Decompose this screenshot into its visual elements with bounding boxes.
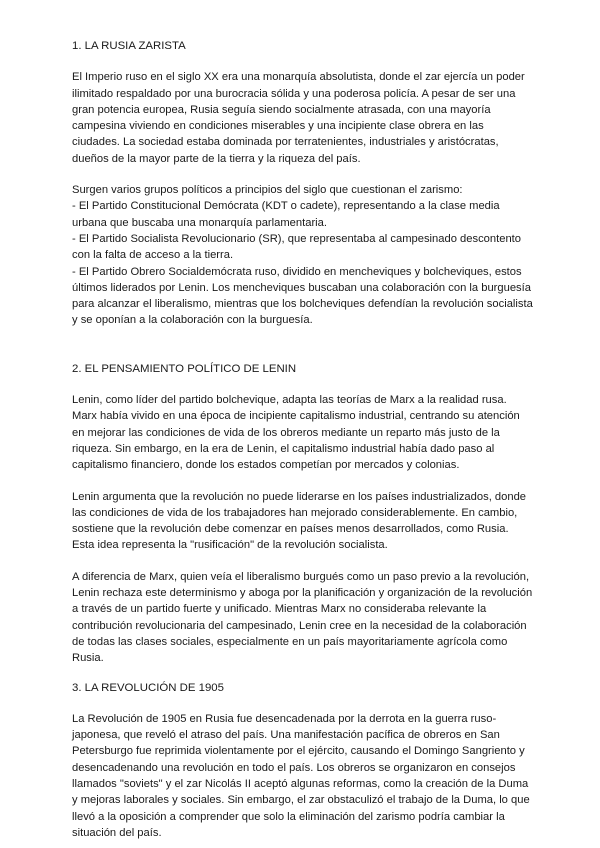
section-1-list-item-1: - El Partido Constitucional Demócrata (KDT o cadete), representando a la clase media urbana que buscaba una monarquía parlamentaria. (72, 200, 500, 229)
section-3-paragraph-1: La Revolución de 1905 en Rusia fue desencadenada por la derrota en la guerra ruso-japonesa, que reveló el atraso del país. Una manifestación pacífica de obreros en San Petersburgo fue reprimida violentamente por el ejército, causando el Domingo Sangriento y desencadenando una revolución en todo el país. Los obreros se organizaron en consejos llamados "soviets" y el zar Nicolás II aceptó algunas reformas, como la creación de la Duma y mejoras laborales y sociales. Sin embargo, el zar obstaculizó el trabajo de la Duma, lo que llevó a la oposición a comprender que solo la eliminación del zarismo podría cambiar la situación del país. (72, 712, 530, 839)
section-1-paragraph-2: Surgen varios grupos políticos a principios del siglo que cuestionan el zarismo: (72, 184, 463, 197)
section-1-paragraph-1: El Imperio ruso en el siglo XX era una monarquía absolutista, donde el zar ejercía un poder ilimitado respaldado por una burocracia sólida y una poderosa policía. A pesar de ser una gran potencia europea, Rusia seguía siendo socialmente atrasada, con una mayoría campesina viviendo en condiciones miserables y una incipiente clase obrera en las ciudades. La sociedad estaba dominada por terratenientes, industriales y aristócratas, dueños de la mayor parte de la tierra y la riqueza del país. (72, 71, 525, 165)
section-2-paragraph-2: Lenin argumenta que la revolución no puede liderarse en los países industrializados, donde las condiciones de vida de los trabajadores han mejorado considerablemente. En cambio, sostiene que la revolución debe comenzar en países menos desarrollados, como Rusia. Esta idea representa la "rusificación" de la revolución socialista. (72, 490, 527, 552)
section-3-heading: 3. LA REVOLUCIÓN DE 1905 (72, 681, 224, 694)
section-2-paragraph-3: A diferencia de Marx, quien veía el liberalismo burgués como un paso previo a la revolución, Lenin rechaza este determinismo y aboga por la planificación y organización de la revolución a través de un partido fuerte y unificado. Mientras Marx no consideraba relevante la contribución revolucionaria del campesinado, Lenin cree en la necesidad de la colaboración de todas las clases sociales, especialmente en un país mayoritariamente agrícola como Rusia. (72, 570, 533, 665)
section-2-paragraph-1: Lenin, como líder del partido bolchevique, adapta las teorías de Marx a la realidad rusa. Marx había vivido en una época de incipiente capitalismo industrial, centrando su atención en mejorar las condiciones de vida de los obreros mediante un reparto más justo de la riqueza. Sin embargo, en la era de Lenin, el capitalismo industrial había dado paso al capitalismo financiero, donde los estados competían por mercados y colonias. (72, 394, 520, 472)
document-page (72, 38, 534, 841)
section-1-heading: 1. LA RUSIA ZARISTA (72, 40, 186, 52)
section-2-heading: 2. EL PENSAMIENTO POLÍTICO DE LENIN (72, 362, 297, 375)
section-1-list-item-3: - El Partido Obrero Socialdemócrata ruso, dividido en mencheviques y bolcheviques, estos últimos liderados por Lenin. Los mencheviques buscaban una colaboración con la burguesía para alcanzar el liberalismo, mientras que los bolcheviques defendían la revolución socialista y se oponían a la colaboración con la burguesía. (72, 265, 533, 327)
section-1-list-item-2: - El Partido Socialista Revolucionario (SR), que representaba al campesinado descontento con la falta de acceso a la tierra. (72, 232, 521, 262)
